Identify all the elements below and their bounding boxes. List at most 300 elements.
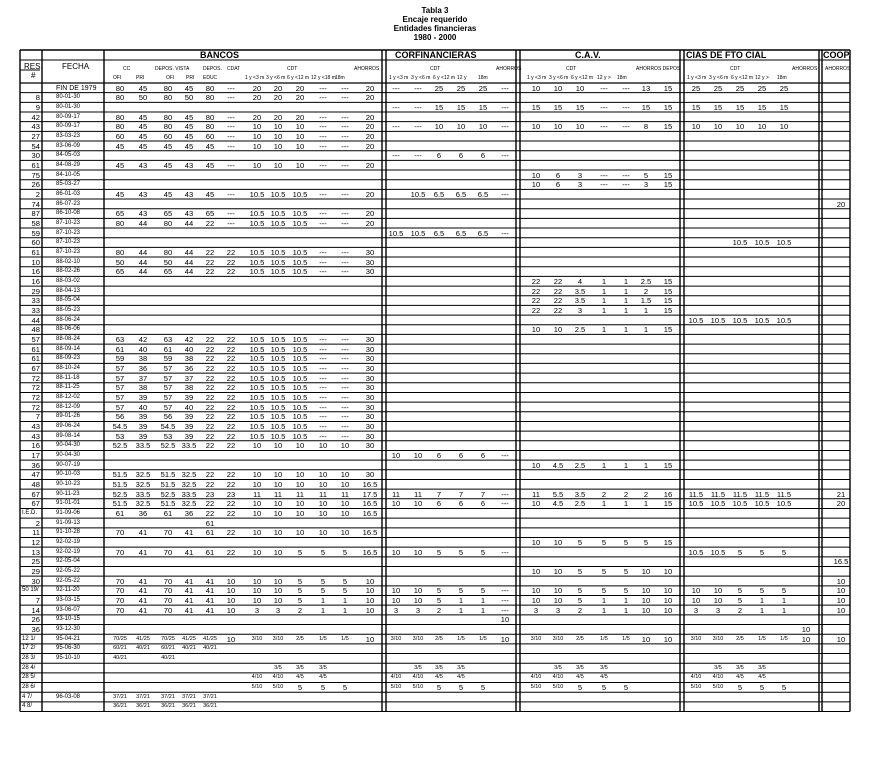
cell-bancos: 22 [205,257,215,267]
cell-cav: 3/5 [576,664,584,671]
cell-corfinancieras: 10 [391,586,401,596]
cell-bancos: --- [341,431,349,441]
header-bancos-t3: 6 y <12 m [287,75,310,81]
cell-bancos: 10.5 [292,189,308,199]
cell-bancos: 10 [318,508,328,518]
cell-bancos: 63 [163,334,173,344]
cell-cias: 1 [781,596,787,605]
cell-bancos: 63 [115,334,125,344]
cell-bancos: --- [341,189,349,199]
cell-bancos: 65 [115,267,125,277]
cell-bancos: 10.5 [270,267,286,277]
cell-bancos: 30 [365,470,375,480]
cell-bancos: 11 [296,489,304,499]
cell-res: 17 [31,450,40,460]
cell-bancos: --- [341,267,349,277]
cell-cav: 2 [643,489,649,499]
cell-cav: 10 [531,180,541,190]
cell-bancos: 22 [226,470,236,480]
cell-fecha: 84-05-03 [56,152,81,159]
cell-cav: 10 [641,605,651,615]
header-bancos-educ: EDUC [203,75,218,81]
cell-fecha: 92-02-19 [56,538,81,545]
cell-corfinancieras: --- [414,151,422,161]
cell-bancos: 51.5 [160,479,176,489]
cell-bancos: 80 [163,247,173,257]
cell-cav: 1 [643,460,649,470]
cell-cav: 10 [575,83,585,93]
cell-cav: 1 [601,296,607,306]
cell-bancos: --- [341,257,349,267]
cell-bancos: 10.5 [249,383,265,393]
cell-bancos: 61 [115,508,125,518]
cell-cav: 10 [663,586,673,596]
cell-res: 28 6/ [22,684,36,691]
header-corf-t3: 6 y <12 m [433,75,456,81]
cell-fecha: 92-02-19 [56,548,81,555]
cell-bancos: 10.5 [270,412,286,422]
cell-res: 67 [31,489,40,499]
cell-cav: 22 [531,296,541,306]
cell-bancos: 52.5 [112,441,128,451]
cell-bancos: 30 [365,257,375,267]
cell-corfinancieras: 5 [458,586,464,596]
cell-corfinancieras: 10 [413,450,423,460]
cell-res: 60 [31,238,40,248]
cell-corfinancieras: 10 [391,499,401,509]
cell-bancos: 10 [295,528,305,538]
cell-corfinancieras: --- [501,450,509,460]
cell-bancos: --- [319,431,327,441]
cell-bancos: 10 [295,470,305,480]
cell-bancos: 32.5 [135,479,151,489]
cell-corfinancieras: --- [392,151,400,161]
cell-bancos: 56 [115,412,125,422]
cell-bancos: 51.5 [160,470,176,480]
cell-res: 48 [31,325,40,335]
cell-bancos: 10 [318,470,328,480]
cell-bancos: 2 [297,605,303,615]
cell-res: 12 1/ [22,635,36,642]
cell-bancos: 45 [138,112,148,122]
cell-corfinancieras: --- [501,586,509,596]
cell-bancos: 10.5 [249,189,265,199]
cell-bancos: 80 [115,218,125,228]
cell-res: 87 [31,209,40,219]
cell-bancos: 30 [365,392,375,402]
cell-fecha: 88-10-24 [56,364,81,371]
cell-cias: 10 [757,122,767,132]
cell-bancos: 61 [163,344,173,354]
cell-bancos: 1/5 [319,635,327,642]
cell-bancos: 52.5 [160,441,176,451]
cell-bancos: 39 [138,412,148,422]
cell-bancos: 20 [365,209,375,219]
cell-bancos: --- [341,209,349,219]
cell-bancos: 41/25 [182,635,196,642]
header-bancos-t1: 1 y <3 m [245,75,265,81]
cell-corfinancieras: 6.5 [455,228,467,238]
cell-bancos: 36 [184,363,194,373]
cell-bancos: 10 [365,596,375,605]
cell-cias: 10.5 [776,499,792,509]
cell-cav: 1 [623,596,629,605]
cell-bancos: 16.5 [362,528,378,538]
cell-coop: 21 [836,489,846,499]
cell-fecha: 90-04-30 [56,451,81,458]
cell-corfinancieras: 4/10 [390,674,402,681]
cell-bancos: 50 [138,93,148,103]
cell-corfinancieras: 25 [434,83,444,93]
cell-bancos: 70 [163,586,173,596]
cell-corfinancieras: 6 [480,499,486,509]
cell-cav: 15 [575,102,585,112]
cell-res: 28 4/ [22,664,36,671]
header-corf-t2: 3 y <6 m [411,75,431,81]
header-cias-t5: 18m [777,75,787,81]
cell-bancos: 10.5 [292,209,308,219]
cell-cav: --- [622,170,630,180]
cell-cav: 1 [623,276,629,286]
cell-cias: 1 [781,605,787,615]
cell-corfinancieras: 3 [415,605,421,615]
header-bancos-pri1: PRI [136,75,145,81]
cell-corfinancieras: --- [501,547,509,557]
cell-corfinancieras: 2/5 [435,635,443,642]
cell-corfinancieras: 3/5 [435,664,443,671]
cell-bancos: 61 [205,518,215,528]
cell-bancos: 53 [115,431,125,441]
cell-bancos: 60 [205,131,215,141]
cell-bancos: 10.5 [270,209,286,219]
cell-bancos: 80 [205,112,215,122]
cell-bancos: --- [341,218,349,228]
cell-bancos: 10.5 [292,247,308,257]
cell-bancos: 5 [320,683,326,693]
cell-bancos: 50 [163,257,173,267]
cell-cias: 5 [759,547,765,557]
cell-bancos: 4/10 [272,674,284,681]
cell-bancos: 10 [252,470,262,480]
cell-bancos: 10.5 [270,363,286,373]
cell-res: 16 [31,276,40,286]
cell-bancos: 44 [138,257,148,267]
cell-bancos: 61 [163,508,173,518]
cell-cias: 10 [713,586,723,596]
cell-corfinancieras: 4/5 [457,674,465,681]
cell-cav: 5 [601,537,607,547]
cell-bancos: 22 [205,267,215,277]
cell-corfinancieras: --- [414,102,422,112]
cell-cias: 15 [691,102,701,112]
cell-res: 16 [31,441,40,451]
cell-fecha: 80-01-30 [56,103,81,110]
cell-bancos: 45 [205,160,215,170]
cell-bancos: --- [341,383,349,393]
cell-fecha: 90-10-03 [56,471,81,478]
cell-bancos: 30 [365,402,375,412]
cell-fecha: 88-06-24 [56,316,81,323]
cell-corfinancieras: 10 [500,615,510,625]
cell-cav: 3 [643,180,649,190]
cell-bancos: 70 [163,605,173,615]
cell-corfinancieras: 5 [436,683,442,693]
cell-bancos: 22 [205,383,215,393]
cell-bancos: 80 [163,122,173,132]
cell-cias: 15 [735,102,745,112]
cell-cav: 11 [532,489,540,499]
cell-bancos: 10 [295,441,305,451]
cell-bancos: --- [319,412,327,422]
cell-res: 75 [31,170,40,180]
cell-bancos: 10.5 [270,421,286,431]
cell-cav: 22 [531,286,541,296]
cell-res: 33 [31,305,40,315]
cell-bancos: 5/10 [272,684,284,691]
header-bancos-ahorros: AHORROS [354,66,380,72]
cell-bancos: 10 [252,160,262,170]
cell-bancos: 37/21 [136,693,150,700]
cell-fecha: 91-01-01 [56,500,81,507]
cell-bancos: --- [319,334,327,344]
cell-bancos: 59 [115,354,125,364]
cell-bancos: --- [227,122,235,132]
cell-cav: 22 [553,276,563,286]
cell-bancos: --- [319,189,327,199]
cell-bancos: 22 [226,247,236,257]
cell-bancos: 10.5 [292,267,308,277]
cell-res: 61 [31,247,40,257]
cell-bancos: 10.5 [270,218,286,228]
cell-bancos: --- [319,257,327,267]
cell-res: 2 [35,518,40,528]
cell-bancos: 10.5 [270,257,286,267]
cell-corfinancieras: 5 [480,586,486,596]
cell-bancos: 10 [318,479,328,489]
cell-bancos: 41 [184,586,194,596]
cell-cav: 10 [663,634,673,644]
cell-cav: 5 [601,683,607,693]
header-cav-t5: 18m [617,75,627,81]
cell-bancos: 10.5 [292,373,308,383]
cell-bancos: 10.5 [270,402,286,412]
cell-fecha: 90-10-23 [56,480,81,487]
cell-fecha: 90-04-30 [56,442,81,449]
cell-corfinancieras: --- [414,122,422,132]
cell-cias: 15 [713,102,723,112]
cell-corfinancieras: 3/10 [390,635,402,642]
cell-bancos: 45 [205,141,215,151]
cell-cias: 5 [781,586,787,596]
cell-bancos: 10.5 [249,267,265,277]
cell-corfinancieras: --- [501,499,509,509]
cell-corfinancieras: 6 [436,450,442,460]
cell-bancos: 10 [318,528,328,538]
cell-bancos: 16.5 [362,508,378,518]
cell-bancos: --- [319,354,327,364]
cell-bancos: 61 [205,547,215,557]
cell-res: 42 [31,112,40,122]
cell-cias: 10.5 [776,238,792,248]
cell-fecha: 88-02-26 [56,268,81,275]
cell-corfinancieras: 6 [480,450,486,460]
cell-cav: 1 [623,605,629,615]
cell-res: 72 [31,392,40,402]
cell-bancos: 30 [365,267,375,277]
cell-cias: 11.5 [754,489,770,499]
cell-cav: 6 [555,180,561,190]
cell-bancos: 41 [205,596,215,605]
cell-bancos: 32.5 [135,499,151,509]
cell-corfinancieras: --- [392,83,400,93]
cell-corfinancieras: 3 [393,605,399,615]
cell-res: 28 3/ [22,655,36,662]
cell-bancos: 22 [226,267,236,277]
cell-corfinancieras: 6.5 [433,189,445,199]
cell-cav: 2 [577,605,583,615]
header-corf-t5: 18m [478,75,488,81]
cell-bancos: 60 [163,131,173,141]
cell-bancos: 22 [205,344,215,354]
cell-bancos: 22 [205,354,215,364]
cell-bancos: 37/21 [203,693,217,700]
cell-cias: 5 [737,586,743,596]
cell-fecha: 80-09-17 [56,123,81,130]
cell-bancos: --- [319,247,327,257]
cell-bancos: 3 [254,605,260,615]
header-cias-t4: 12 y > [755,75,769,81]
cell-bancos: 10 [318,441,328,451]
cell-cav: 5 [601,586,607,596]
cell-bancos: 5 [342,683,348,693]
cell-cav: 10 [553,122,563,132]
cell-bancos: 45 [184,112,194,122]
cell-bancos: 65 [163,209,173,219]
cell-cav: 15 [663,286,673,296]
cell-bancos: 30 [365,247,375,257]
cell-bancos: 20 [252,112,262,122]
cell-cav: 5 [577,586,583,596]
cell-bancos: 10.5 [292,402,308,412]
cell-bancos: 70 [115,547,125,557]
cell-cias: 3 [715,605,721,615]
cell-bancos: 11 [253,489,261,499]
cell-cias: 1 [759,596,765,605]
cell-coop: 10 [836,576,846,586]
cell-cias: 10.5 [710,315,726,325]
cell-cav: 1 [601,605,607,615]
cell-bancos: 30 [365,363,375,373]
cell-fecha: 88-05-04 [56,297,81,304]
cell-bancos: 10 [273,479,283,489]
cell-bancos: 10 [340,528,350,538]
cell-cias: 3/10 [712,635,724,642]
cell-bancos: 45 [184,131,194,141]
cell-res: 72 [31,373,40,383]
cell-corfinancieras: 7 [480,489,486,499]
cell-bancos: 57 [163,363,173,373]
cell-fecha: 89-01-26 [56,413,81,420]
cell-corfinancieras: 1/5 [457,635,465,642]
cell-fecha: 93-03-15 [56,597,81,603]
cell-bancos: 45 [138,83,148,93]
cell-corfinancieras: 2 [436,605,442,615]
cell-bancos: 45 [115,160,125,170]
cell-fecha: 88-03-02 [56,277,81,284]
cell-bancos: 40/21 [136,645,150,652]
cell-corfinancieras: 7 [436,489,442,499]
cell-cias: 1 [759,605,765,615]
cell-bancos: 40/21 [161,655,175,662]
cell-bancos: 30 [365,412,375,422]
cell-bancos: 40 [184,344,194,354]
cell-bancos: 10.5 [270,344,286,354]
cell-fecha: 96-03-08 [56,693,81,700]
cell-cias: 5 [737,683,743,693]
cell-bancos: 10 [273,528,283,538]
cell-bancos: 22 [226,508,236,518]
cell-fecha: 86-07-23 [56,200,81,207]
cell-bancos: 45 [115,189,125,199]
cell-bancos: 10.5 [249,334,265,344]
cell-bancos: 80 [115,93,125,103]
cell-bancos: 10.5 [249,344,265,354]
cell-cias: 2/5 [736,635,744,642]
cell-bancos: 39 [184,412,194,422]
cell-res: 16 [31,267,40,277]
cell-fecha: 93-12-30 [56,626,81,633]
cell-corfinancieras: 3/5 [414,664,422,671]
cell-bancos: 10 [273,441,283,451]
cell-fecha: 80-01-30 [56,94,81,101]
cell-cav: 1 [643,499,649,509]
cell-bancos: 44 [138,247,148,257]
cell-bancos: 22 [205,470,215,480]
header-bancos-cdt: CDT [287,66,298,72]
cell-fecha: 88-04-13 [56,287,81,294]
cell-bancos: 11 [341,489,349,499]
cell-corfinancieras: 6 [436,499,442,509]
cell-fecha: 88-11-18 [56,374,80,381]
cell-bancos: 10.5 [292,334,308,344]
cell-bancos: 36/21 [182,703,196,710]
cell-fecha: 89-08-14 [56,432,81,439]
cell-bancos: 32.5 [181,470,197,480]
cell-cav: 1.5 [640,296,652,306]
cell-cav: 3 [577,170,583,180]
cell-bancos: 1 [320,596,326,605]
cell-cav: 4.5 [552,499,564,509]
cell-cias: 5 [759,683,765,693]
cell-fecha: 95-06-30 [56,645,81,652]
cell-bancos: 20 [252,93,262,103]
cell-corfinancieras: 10 [413,547,423,557]
cell-cav: 1 [601,596,607,605]
cell-cav: 1/5 [622,635,630,642]
cell-corfinancieras: 11 [392,489,400,499]
cell-bancos: 36 [184,508,194,518]
cell-cav: 5.5 [552,489,564,499]
cell-bancos: --- [341,412,349,422]
cell-cav: 10 [553,325,563,335]
cell-fecha: 87-10-23 [56,229,81,236]
cell-corfinancieras: 10 [391,450,401,460]
cell-bancos: 22 [226,392,236,402]
cell-corfinancieras: 10 [391,596,401,605]
cell-bancos: 33.5 [135,489,151,499]
cell-res: 43 [31,431,40,441]
cell-bancos: --- [319,402,327,412]
